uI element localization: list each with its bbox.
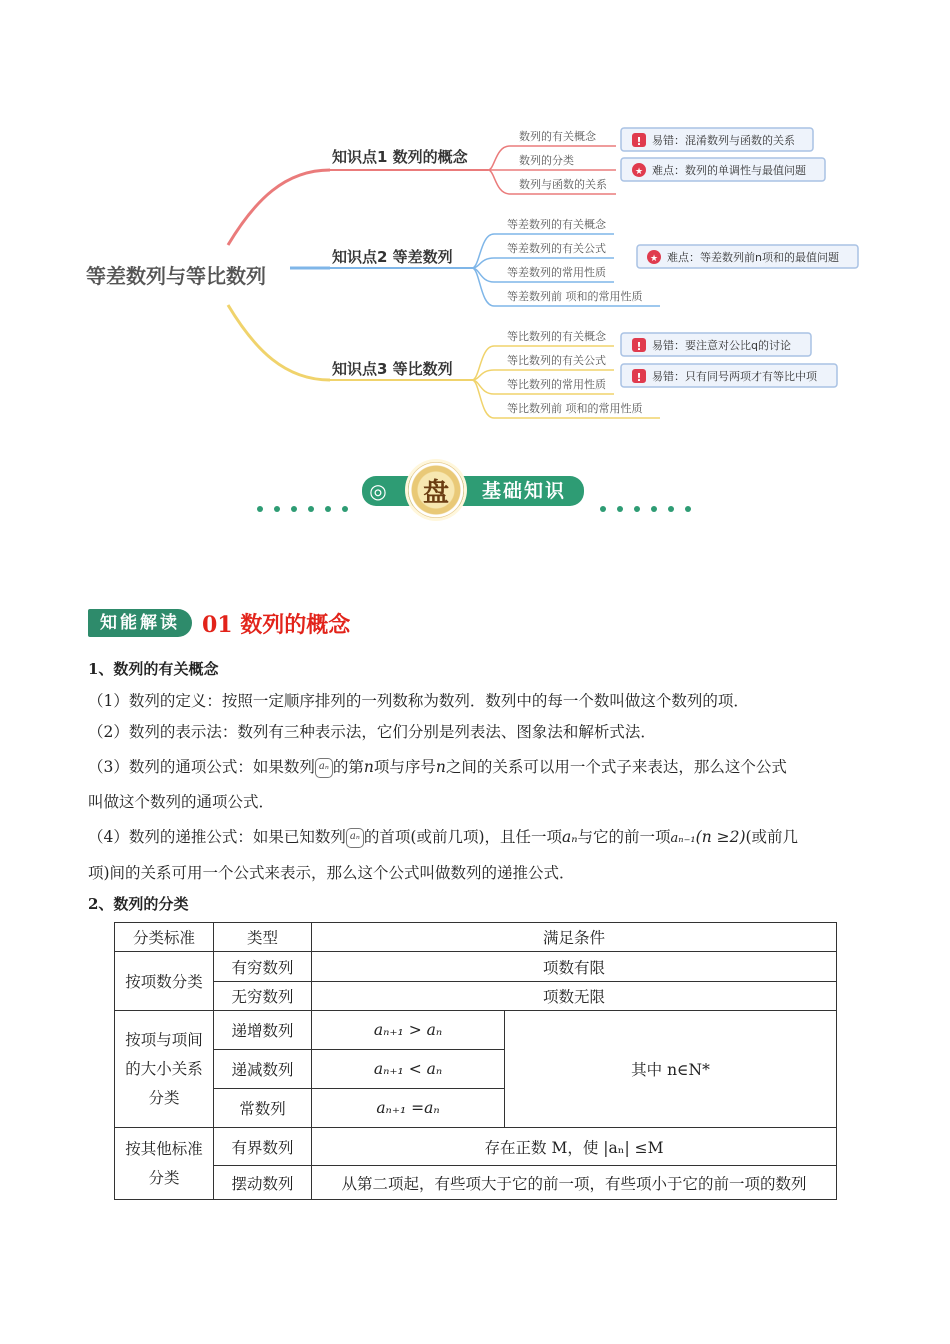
heading-2: 2、数列的分类	[88, 895, 189, 913]
formula-cell: aₙ₊₁ =aₙ	[312, 1089, 505, 1128]
table-cell: 有界数列	[214, 1128, 312, 1166]
banner-dots-right	[600, 497, 702, 505]
branch-1-note: 难点：数列的单调性与最值问题	[652, 164, 806, 177]
section-tag: 知能解读	[88, 609, 192, 637]
group-label: 按项与项间的大小关系分类	[115, 1011, 214, 1128]
paragraph-4-cont: 项)间的关系可用一个公式来表示，那么这个公式叫做数列的递推公式．	[88, 864, 575, 882]
mindmap-branch-2	[290, 217, 858, 306]
banner-title: 基础知识	[481, 480, 566, 502]
banner-badge	[408, 462, 464, 518]
group-label: 按项数分类	[115, 952, 214, 1011]
banner-dots-left	[257, 497, 359, 505]
table-header: 分类标准	[115, 923, 214, 952]
formula-cell: aₙ₊₁ > aₙ	[312, 1011, 505, 1050]
table-cell: 项数有限	[312, 952, 837, 982]
formula-cell: aₙ₊₁ < aₙ	[312, 1050, 505, 1089]
paragraph-1: （1）数列的定义：按照一定顺序排列的一列数称为数列．数列中的每一个数叫做这个数列的项．	[88, 692, 749, 710]
branch-2-item: 等差数列的有关概念	[507, 218, 606, 231]
branch-3-item: 等比数列的常用性质	[507, 378, 606, 391]
branch-1-title: 知识点1 数列的概念	[332, 148, 468, 166]
sequence-symbol: aₙ	[346, 828, 364, 848]
svg-text:★: ★	[634, 167, 644, 177]
section-title: 01 数列的概念	[202, 612, 351, 638]
svg-text:!: !	[636, 371, 642, 384]
branch-2-item: 等差数列的常用性质	[507, 266, 606, 279]
branch-1-item: 数列与函数的关系	[519, 178, 607, 191]
mind-map	[0, 0, 950, 440]
mindmap-root: 等差数列与等比数列	[86, 264, 266, 288]
svg-text:!: !	[636, 135, 642, 148]
table-cell: 常数列	[214, 1089, 312, 1128]
paragraph-4: （4）数列的递推公式：如果已知数列 aₙ 的首项(或前几项)，且任一项aₙ与它的前一项aₙ₋₁(n ≥2)(或前几	[88, 828, 799, 846]
branch-1-note: 易错：混淆数列与函数的关系	[652, 134, 795, 147]
branch-3-note: 易错：只有同号两项才有等比中项	[652, 370, 817, 383]
branch-1-item: 数列的分类	[519, 154, 574, 167]
table-note: 其中 n∈N*	[505, 1011, 837, 1128]
paragraph-3-cont: 叫做这个数列的通项公式．	[88, 793, 275, 811]
mindmap-branch-3	[228, 305, 837, 418]
branch-3-item: 等比数列的有关公式	[507, 354, 606, 367]
table-cell: 递增数列	[214, 1011, 312, 1050]
branch-3-item: 等比数列的有关概念	[507, 330, 606, 343]
svg-text:★: ★	[649, 254, 659, 264]
branch-3-title: 知识点3 等比数列	[332, 360, 453, 378]
table-cell: 从第二项起，有些项大于它的前一项，有些项小于它的前一项的数列	[312, 1166, 837, 1200]
table-cell: 摆动数列	[214, 1166, 312, 1200]
classification-table	[114, 922, 837, 1200]
table-header: 类型	[214, 923, 312, 952]
branch-2-item: 等差数列的有关公式	[507, 242, 606, 255]
badge-char: 盘	[422, 478, 449, 508]
branch-1-item: 数列的有关概念	[519, 130, 596, 143]
sequence-symbol: aₙ	[315, 758, 333, 778]
table-cell: 无穷数列	[214, 982, 312, 1011]
target-icon: ◎	[369, 479, 387, 503]
paragraph-2: （2）数列的表示法：数列有三种表示法，它们分别是列表法、图象法和解析式法．	[88, 723, 656, 741]
table-cell: 有穷数列	[214, 952, 312, 982]
paragraph-3: （3）数列的通项公式：如果数列 aₙ 的第n项与序号n之间的关系可以用一个式子来表达，那么这个公式	[88, 758, 787, 776]
table-cell: 项数无限	[312, 982, 837, 1011]
branch-2-note: 难点：等差数列前n项和的最值问题	[667, 251, 839, 264]
group-label: 按其他标准分类	[115, 1128, 214, 1200]
table-header: 满足条件	[312, 923, 837, 952]
branch-2-title: 知识点2 等差数列	[332, 248, 453, 266]
branch-3-note: 易错：要注意对公比q的讨论	[652, 339, 791, 352]
table-cell: 递减数列	[214, 1050, 312, 1089]
heading-1: 1、数列的有关概念	[88, 660, 219, 678]
branch-2-item: 等差数列前 项和的常用性质	[507, 290, 643, 303]
svg-text:!: !	[636, 340, 642, 353]
branch-3-item: 等比数列前 项和的常用性质	[507, 402, 643, 415]
table-cell: 存在正数 M，使 |aₙ| ≤M	[312, 1128, 837, 1166]
